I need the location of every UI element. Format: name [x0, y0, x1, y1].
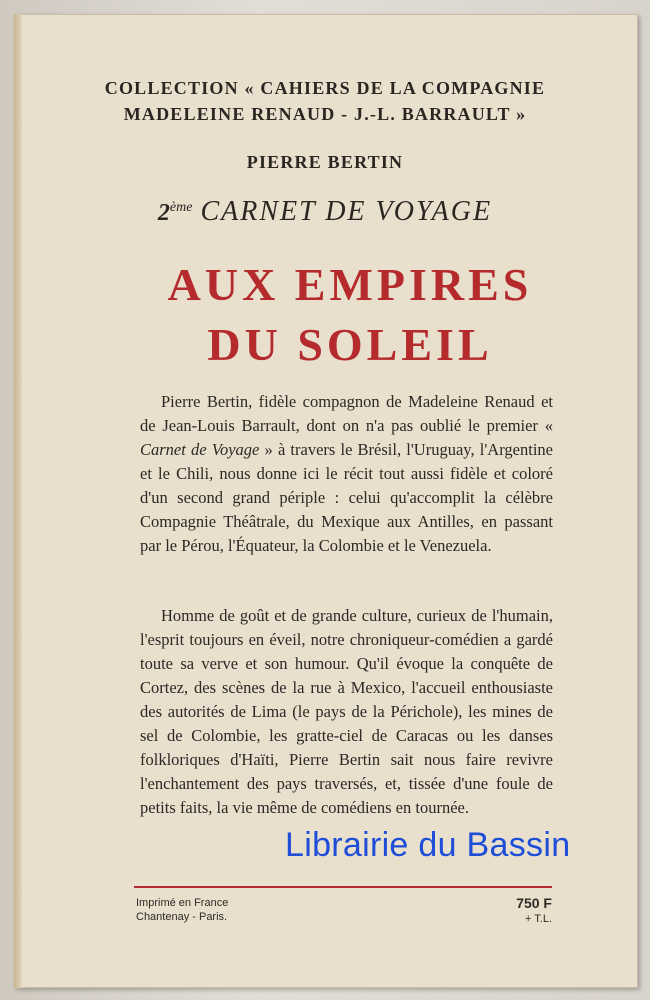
imprint-line-2: Chantenay - Paris. [136, 911, 228, 923]
book-title-line-1: AUX EMPIRES [167, 259, 533, 310]
paragraph-1-text-b: » à travers le Brésil, l'Uruguay, l'Argentine et le Chili, nous donne ici le récit tout aussi fidèle et coloré d'un second grand périple : celui qu'accomplit la célèbre Compagnie Théâtrale, du Mexique aux Antilles, en passant par le Pérou, l'Équateur, la Colombie et le Venezuela. [140, 440, 553, 555]
price-block [516, 895, 552, 926]
paragraph-1-italic-title: Carnet de Voyage [140, 440, 260, 459]
paragraph-1-text-a: Pierre Bertin, fidèle compagnon de Madeleine Renaud et de Jean-Louis Barrault, dont on n'a pas oublié le premier « [140, 392, 553, 435]
collection-line-2: MADELEINE RENAUD - J.-L. BARRAULT » [123, 104, 527, 124]
imprint-block [136, 896, 228, 924]
author-name: PIERRE BERTIN [246, 152, 404, 172]
subtitle-text: CARNET DE VOYAGE [200, 196, 493, 227]
imprint-line-1: Imprimé en France [136, 897, 229, 909]
price: 750 F [516, 895, 552, 911]
red-divider-rule [134, 886, 552, 888]
description-paragraph-2: Homme de goût et de grande culture, curieux de l'humain, l'esprit toujours en éveil, notre chroniqueur-comédien a gardé toute sa verve et son humour. Qu'il évoque la conquête de Cortez, des scènes de la rue à Mexico, l'accueil enthousiaste des autorités de Lima (le pays de la Périchole), les mines de sel de Colombie, les gratte-ciel de Caracas ou les danses folkloriques d'Haïti, Pierre Bertin sait nous faire revivre l'enchantement des pays traversés, et, tissée d'une foule de petits faits, la vie même de comédiens en tournée. [140, 606, 553, 817]
bookseller-watermark: Librairie du Bassin [285, 826, 571, 864]
description-paragraph-1 [140, 390, 553, 558]
subtitle [0, 196, 650, 228]
tax-note: + T.L. [524, 913, 552, 925]
collection-line-1: COLLECTION « CAHIERS DE LA COMPAGNIE [104, 78, 546, 98]
subtitle-ordinal [158, 200, 193, 226]
book-title-line-2: DU SOLEIL [207, 319, 493, 370]
subtitle-number: 2 [157, 200, 170, 226]
subtitle-suffix: ème [169, 200, 193, 215]
